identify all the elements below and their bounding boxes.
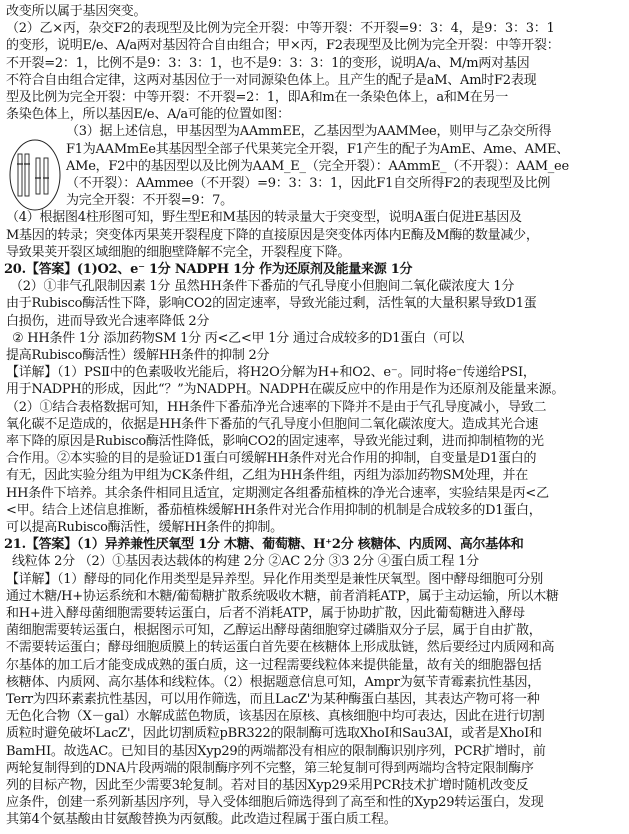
- text-line: 20.【答案】(1)O2、e⁻ 1分 NADPH 1分 作为还原剂及能量来源 1分: [4, 262, 413, 277]
- text-line: 应条件，创建一系列新基因序列，导入受体细胞后筛选得到了高至和性的Xyp29转运蛋白，发现: [6, 795, 544, 811]
- text-line: 尔基体的加工后才能变成成熟的蛋白质，这一过程需要线粒体来提供能量，故有关的细胞器包括: [6, 657, 542, 673]
- text-line: <甲。结合上述信息推断，番茄植株缓解HH条件对光合作用抑制的机制是合成较多的D1蛋白，: [6, 502, 542, 518]
- text-line: 不符合自由组合定律，这两对基因位于一对同源染色体上。且产生的配子是aM、Am时F2表现: [6, 72, 537, 88]
- text-line: 提高Rubisco酶活性）缓解HH条件的抑制 2分: [6, 348, 270, 363]
- text-line: （2）乙×丙，杂交F2的表现型及比例为完全开裂：中等开裂：不开裂=9：3：4，是9：3：3：1: [6, 21, 555, 37]
- text-line: 的变形，说明E/e、A/a两对基因符合自由组合；甲×丙，F2表现型及比例为完全开裂：中等开裂：: [6, 38, 560, 54]
- text-line: 其第4个氨基酸由甘氨酸替换为丙氨酸。此改造过程属于蛋白质工程。: [6, 812, 397, 828]
- text-line: 【详解】（1）酵母的同化作用类型是异养型。异化作用类型是兼性厌氧型。图中酵母细胞可分别: [6, 571, 544, 587]
- text-line: 和H+进入酵母菌细胞需要转运蛋白，后者不消耗ATP，属于协助扩散，因此葡萄糖进入酵母: [6, 606, 525, 621]
- text-line: 不开裂=2：1，比例不是9：3：3：1，也不是9：3：3：1的变形，说明A/a、M/m两对基因: [6, 55, 530, 71]
- text-line: 【详解】（1）PSⅡ中的色素吸收光能后，将H2O分解为H+和O2、e⁻。同时将e⁻传递给PSⅠ，: [6, 365, 536, 381]
- text-line: 列的目标产物，因此至少需要3轮复制。若对目的基因Xyp29采用PCR技术扩增时随机改变反: [6, 778, 529, 793]
- text-line: 为完全开裂：不开裂=9：7。: [66, 193, 233, 209]
- text-line: 可以提高Rubisco酶活性，缓解HH条件的抑制。: [6, 520, 283, 535]
- text-line: 白损伤，进而导致光合速率降低 2分: [6, 313, 210, 329]
- text-line: 用于NADPH的形成，因此“？”为NADPH。NADPH在碳反应中的作用是作为还原剂及能量来源。: [6, 382, 565, 398]
- text-line: 氧化碳不足造成的，依据是HH条件下番茄的气孔导度小但胞间二氧化碳浓度大。造成其光合速: [6, 416, 539, 432]
- text-line: Terr为四环素素抗性基因，可以用作筛选，而且LacZ'为某种酶蛋白基因，其表达产物可将一种: [6, 692, 540, 707]
- text-line: 有无，因此实验分组为甲组为CK条件组，乙组为HH条件组，丙组为添加药物SM处理，并在: [6, 468, 529, 484]
- text-line: AMe，F2中的基因型以及比例为AAM_E_（完全开裂）：AAmmE_（不开裂）：AAM_ee: [66, 158, 569, 174]
- text-line: 21.【答案】（1）异养兼性厌氧型 1分 木糖、葡萄糖、H⁺2分 核糖体、内质网、高尔基体和: [4, 537, 524, 553]
- chromosome-diagram: [8, 138, 62, 212]
- text-line: 线粒体 2分 （2）①基因表达载体的构建 2分 ②AC 2分 ③3 2分 ④蛋白质工程 1分: [12, 554, 479, 570]
- text-line: 核糖体、内质网、高尔基体和线粒体。（2）根据题意信息可知，Ampr为氨苄青霉素抗性基因，: [6, 674, 541, 690]
- text-line: 质粒时避免破坏LacZ'，因此切割质粒pBR322的限制酶可选取XhoI和Sau3AI，或者是XhoI和: [6, 726, 542, 742]
- text-line: 合作用。②本实验的目的是验证D1蛋白可缓解HH条件对光合作用的抑制，自变量是D1蛋白的: [6, 451, 537, 467]
- text-line: 改变所以属于基因突变。: [6, 4, 147, 19]
- text-line: F1为AAMmEe其基因型全部子代果荚完全开裂，F1产生的配子为AmE、Ame、AME、: [66, 141, 569, 157]
- text-line: 条染色体上，所以基因E/e、A/a可能的位置如图：: [6, 107, 290, 123]
- text-line: （2）①非气孔限制因素 1分 虽然HH条件下番茄的气孔导度小但胞间二氧化碳浓度大 1分: [10, 279, 515, 295]
- text-line: （3）据上述信息，甲基因型为AAmmEE，乙基因型为AAMMee，则甲与乙杂交所得: [66, 124, 552, 140]
- text-line: 菌细胞需要转运蛋白，根据图示可知，乙醇运出酵母菌细胞穿过磷脂双分子层，属于自由扩散，: [6, 623, 542, 639]
- text-line: 通过木糖/H+协运系统和木糖/葡萄糖扩散系统吸收木糖，前者消耗ATP，属于主动运输，所以木糖: [6, 588, 559, 604]
- text-line: ② HH条件 1分 添加药物SM 1分 丙<乙<甲 1分 通过合成较多的D1蛋白（可以: [12, 330, 465, 346]
- text-line: BamHI。故选AC。已知目的基因Xyp29的两端都没有相应的限制酶识别序列，PCR扩增时，前: [6, 743, 546, 759]
- text-line: 导致果荚开裂区域细胞的细胞壁降解不完全，开裂程度下降。: [6, 244, 351, 260]
- text-line: 无色化合物（X－gal）水解成蓝色物质，该基因在原核、真核细胞中均可表达，因此在进行切割: [6, 709, 545, 725]
- text-line: 不需要转运蛋白；酵母细胞质膜上的转运蛋白首先要在核糖体上形成肽链，然后要经过内质网和高: [6, 640, 555, 656]
- text-line: M基因的转录；突变体丙果荚开裂程度下降的直接原因是突变体丙体内E酶及M酶的数量减少，: [6, 227, 539, 243]
- text-line: （4）根据图4柱形图可知，野生型E和M基因的转录量大于突变型，说明A蛋白促进E基因及: [6, 210, 522, 226]
- text-line: HH条件下培养。其余条件相同且适宜，定期测定各组番茄植株的净光合速率，实验结果是丙<乙: [6, 485, 549, 501]
- text-line: 率下降的原因是Rubisco酶活性降低，影响CO2的固定速率，导致光能过剩，进而抑制植物的光: [6, 434, 544, 449]
- text-line: 两轮复制得到的DNA片段两端的限制酶序列不完整，第三轮复制可得到两端均含特定限制酶序: [6, 760, 534, 776]
- text-line: 型及比例为完全开裂：中等开裂：不开裂=2：1，即A和m在一条染色体上，a和M在另一: [6, 90, 508, 105]
- text-line: （2）①结合表格数据可知，HH条件下番茄净光合速率的下降并不是由于气孔导度减小，导致二: [6, 399, 547, 415]
- text-line: （不开裂）：AAmmee（不开裂）=9：3：3：1，因此F1自交所得F2的表现型及比例: [66, 176, 551, 191]
- text-line: 由于Rubisco酶活性下降，影响CO2的固定速率，导致光能过剩，活性氧的大量积累导致D1蛋: [6, 296, 537, 312]
